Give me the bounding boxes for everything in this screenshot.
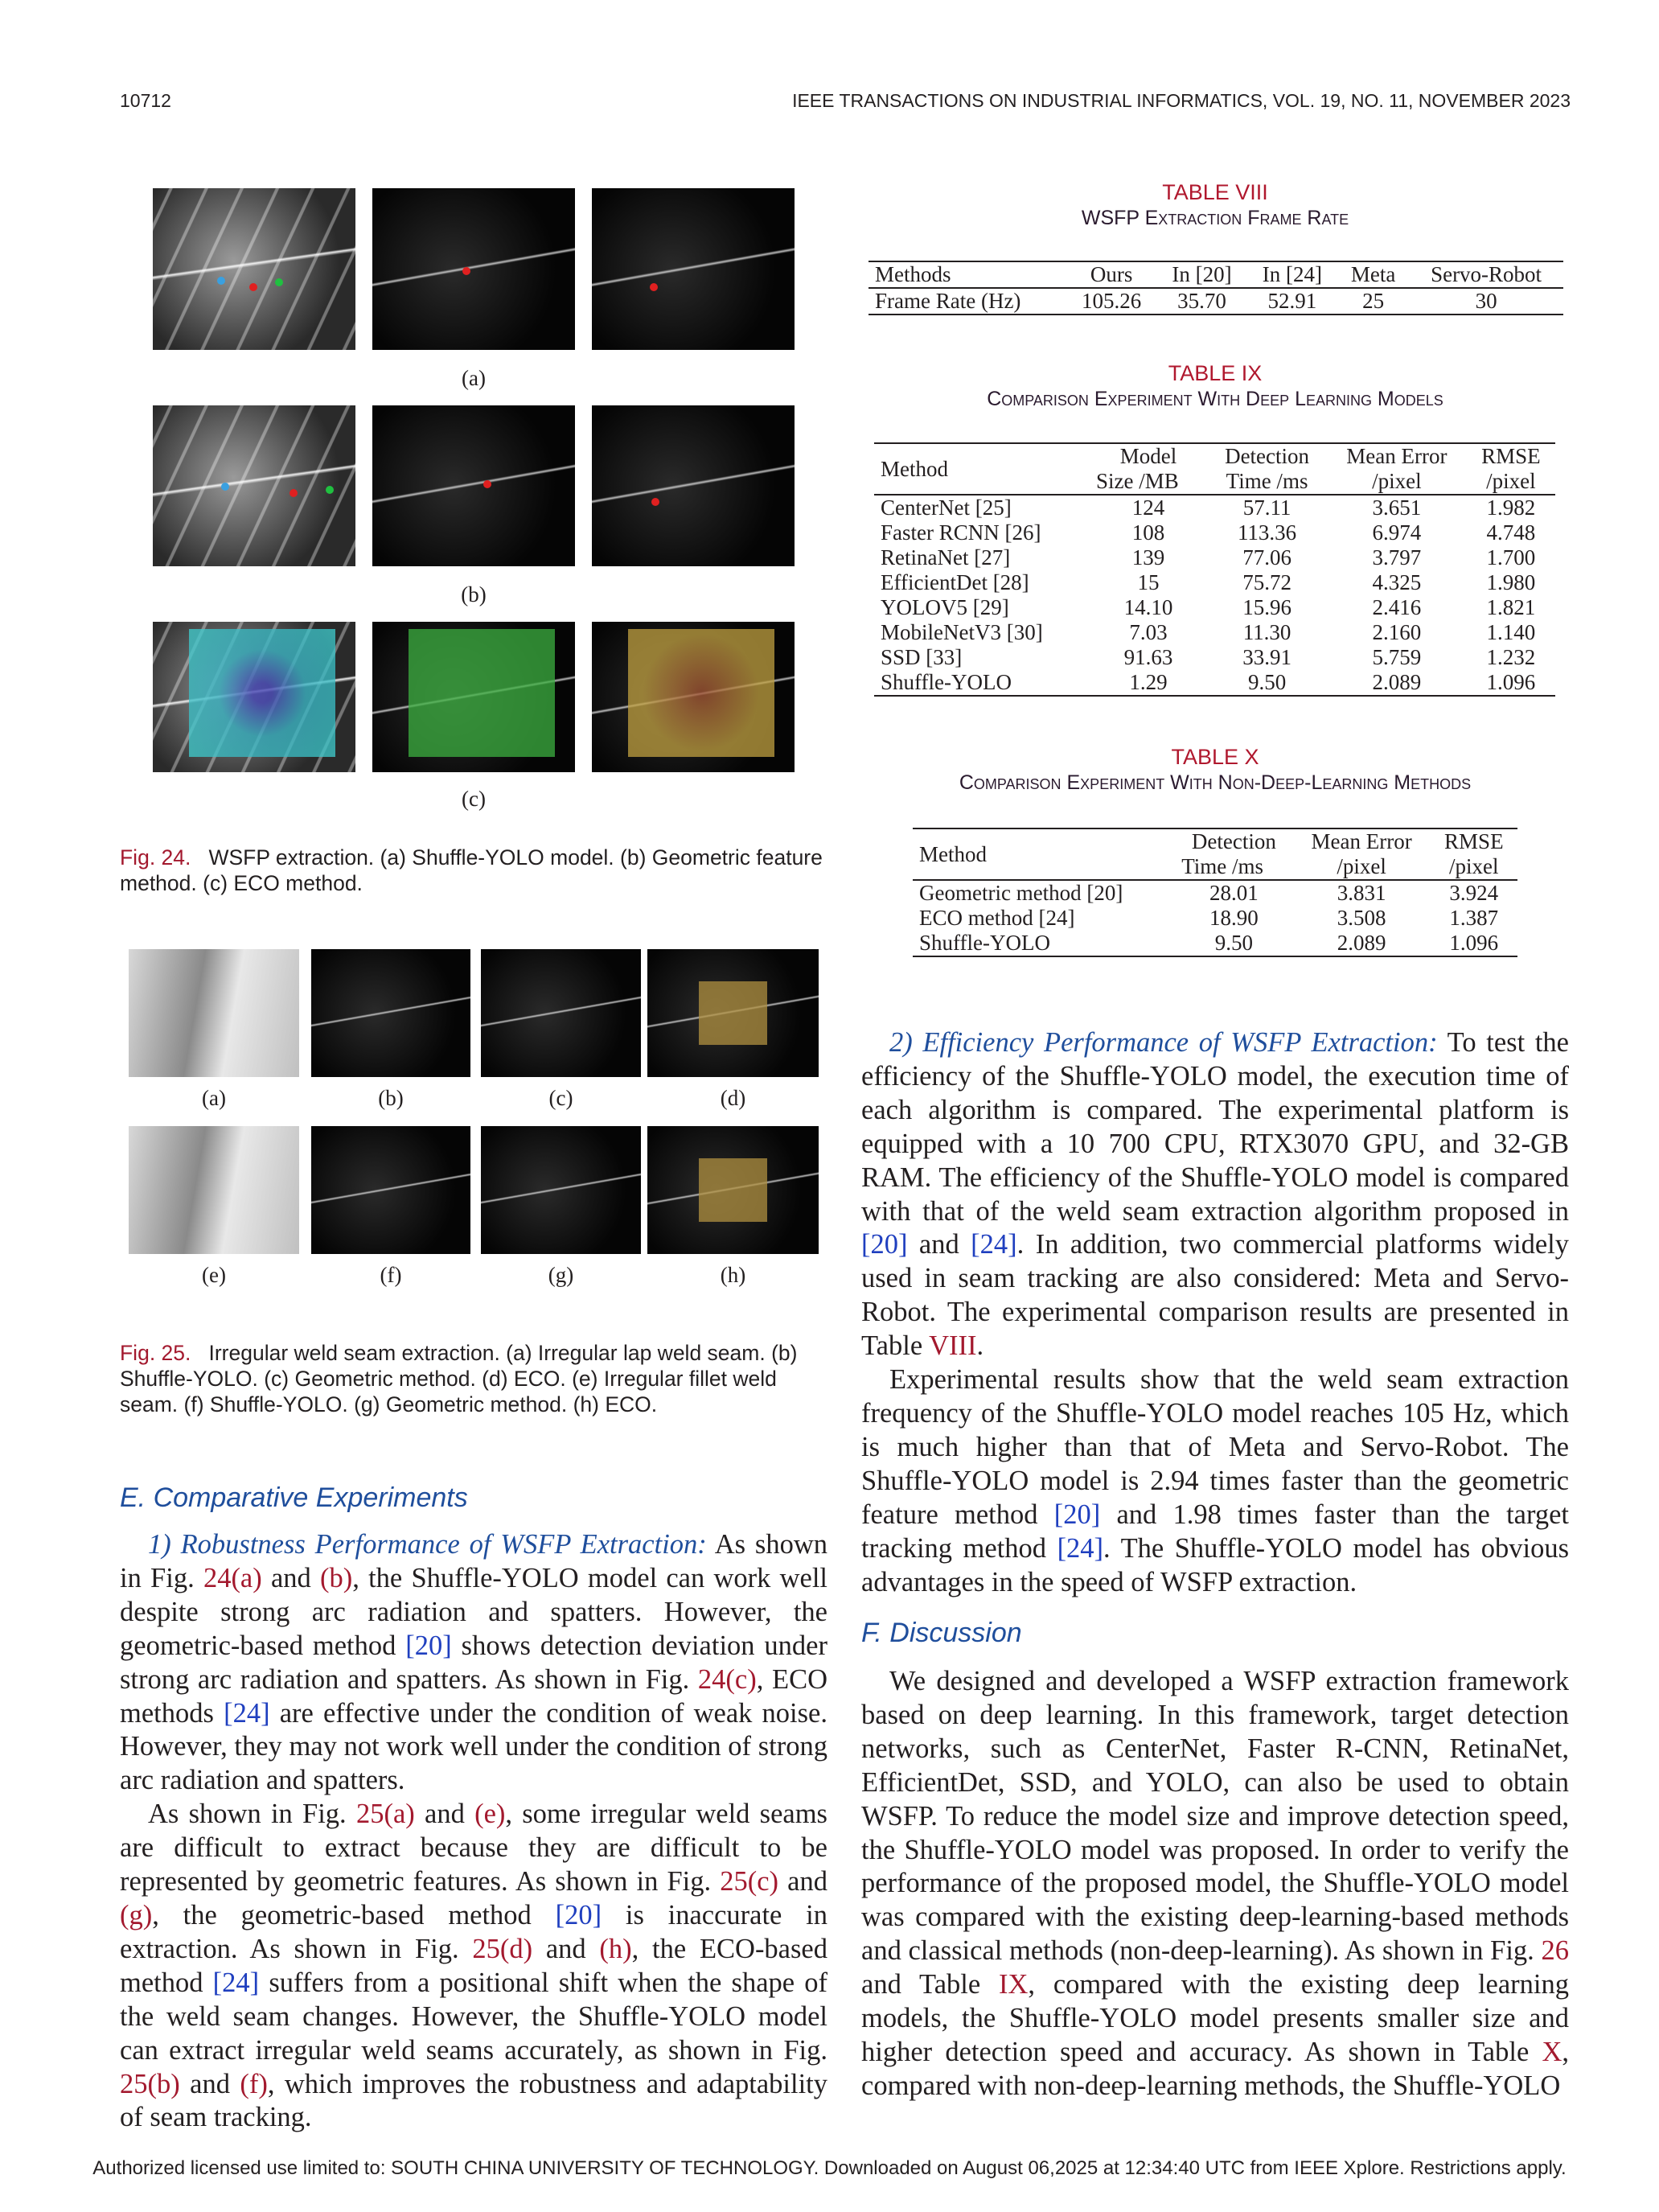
column-header: Meta: [1350, 262, 1396, 286]
text-run: and: [414, 1799, 475, 1830]
table-cell: 14.10: [1123, 595, 1173, 619]
table-row: [869, 288, 1563, 315]
table-row: [913, 906, 1517, 931]
table-cell: 1.700: [1486, 545, 1536, 569]
fig25-sublabel: (d): [720, 1086, 746, 1110]
fig24-image-c3: [592, 622, 795, 772]
fig24-image-c2: [372, 622, 575, 772]
cross-reference-link[interactable]: (b): [320, 1562, 353, 1593]
text-run: . In addition, two commercial platforms widely used in seam tracking are also considered: Meta and Servo-Robot. The experimental comparison results are presented in Table: [861, 1229, 1569, 1362]
table-cell: 75.72: [1242, 570, 1291, 594]
fig24-image-a1: [153, 188, 355, 350]
text-run: As shown in Fig.: [148, 1799, 356, 1830]
text-run: Experimental results show that the weld seam extraction frequency of the Shuffle-YOLO model reaches 105 Hz, which is much higher than that of Meta and Servo-Robot. The Shuffle-YOLO model is 2.94 times faster than the geometric feature method: [861, 1364, 1569, 1530]
table-cell: CenterNet [25]: [881, 495, 1012, 520]
table-cell: Faster RCNN [26]: [881, 520, 1041, 545]
cross-reference-link[interactable]: X: [1542, 2036, 1562, 2067]
table-cell: 33.91: [1242, 645, 1291, 669]
table-row: [874, 495, 1555, 520]
text-run: .: [976, 1330, 984, 1362]
citation-link[interactable]: [24]: [224, 1697, 270, 1729]
table-cell: 18.90: [1209, 906, 1259, 930]
citation-link[interactable]: [24]: [971, 1229, 1017, 1260]
column-header: RMSE: [1444, 829, 1504, 853]
table-cell: 1.980: [1486, 570, 1536, 594]
table-ix-label: TABLE IX: [1168, 361, 1263, 385]
paragraph: [861, 1026, 1569, 1363]
text-run: , ECO methods: [120, 1663, 828, 1729]
table-cell: Frame Rate (Hz): [875, 289, 1021, 313]
fig24-caption: [120, 845, 827, 896]
cross-reference-link[interactable]: IX: [999, 1969, 1029, 2000]
fig24-sublabel: (a): [462, 366, 486, 390]
text-run: and 1.98 times faster than the target tracking method: [861, 1499, 1570, 1564]
table-cell: 3.924: [1449, 881, 1499, 905]
text-run: and: [532, 1933, 600, 1964]
text-run: , the ECO-based method: [120, 1933, 827, 1998]
fig25-image-e: [129, 1126, 299, 1254]
table-row: [874, 595, 1555, 620]
table-x: [913, 828, 1517, 957]
paragraph: [861, 1665, 1569, 2103]
section-heading-f: F. Discussion: [861, 1618, 1022, 1648]
text-run: We designed and developed a WSFP extraction framework based on deep learning. In this framework, target detection networks, such as CenterNet, Faster R-CNN, RetinaNet, EfficientDet, SSD, and YOLO, can also be used to obtain WSFP. To reduce the model size and improve detection speed, the Shuffle-YOLO model was proposed. In order to verify the performance of the proposed model, the Shuffle-YOLO model was compared with the existing deep-learning-based methods and classical methods (non-deep-learning). As shown in Fig.: [861, 1666, 1569, 1967]
fig25-image-h: [647, 1126, 819, 1254]
table-header-row: [869, 261, 1563, 288]
table-cell: Geometric method [20]: [919, 881, 1123, 905]
text-run: . The Shuffle-YOLO model has obvious advantages in the speed of WSFP extraction.: [861, 1532, 1569, 1597]
fig25-caption: [120, 1340, 827, 1417]
efficiency-body: [861, 1026, 1569, 1599]
table-cell: 4.325: [1372, 570, 1422, 594]
citation-link[interactable]: [20]: [405, 1630, 452, 1661]
table-cell: 1.821: [1486, 595, 1536, 619]
subsection-heading: 1) Robustness Performance of WSFP Extraction:: [148, 1529, 707, 1560]
fig24-image-c1: [153, 622, 355, 772]
text-run: shows detection deviation under strong arc radiation and spatters. As shown in Fig.: [120, 1630, 827, 1695]
paragraph: [120, 1798, 827, 2135]
section-heading-e: E. Comparative Experiments: [120, 1482, 468, 1513]
table-viii-label: TABLE VIII: [1162, 180, 1268, 204]
text-run: , the Shuffle-YOLO model can work well despite strong arc radiation and spatters. However, the geometric-based method: [120, 1562, 827, 1661]
text-run: is inaccurate in extraction. As shown in Fig.: [120, 1899, 827, 1964]
table-cell: 15: [1137, 570, 1160, 594]
fig24-image-b3: [592, 405, 795, 566]
table-row: [874, 645, 1555, 670]
text-run: , compared with non-deep-learning methods, the Shuffle-YOLO: [861, 2036, 1569, 2101]
table-x-title: Comparison Experiment With Non-Deep-Learning Methods: [959, 771, 1472, 794]
fig24-image-a2: [372, 188, 575, 350]
table-cell: 9.50: [1214, 931, 1254, 955]
fig24-caption-text: WSFP extraction. (a) Shuffle-YOLO model. (b) Geometric feature method. (c) ECO method.: [120, 845, 823, 895]
table-cell: 11.30: [1242, 620, 1291, 644]
column-header: Servo-Robot: [1431, 262, 1542, 286]
fig25-caption-text: Irregular weld seam extraction. (a) Irregular lap weld seam. (b) Shuffle-YOLO. (c) Geometric method. (d) ECO. (e) Irregular fillet weld seam. (f) Shuffle-YOLO. (g) Geometric method. (h) ECO.: [120, 1341, 798, 1416]
column-header: Size /MB: [1095, 469, 1179, 493]
table-row: [874, 570, 1555, 595]
cross-reference-link[interactable]: (h): [599, 1933, 632, 1964]
column-header: Time /ms: [1181, 854, 1263, 878]
fig25-sublabel: (g): [548, 1263, 574, 1287]
text-run: , the geometric-based method: [152, 1899, 556, 1930]
table-cell: MobileNetV3 [30]: [881, 620, 1043, 644]
fig25-sublabel: (h): [720, 1263, 746, 1287]
fig25-image-d: [647, 949, 819, 1077]
column-header: Mean Error: [1346, 444, 1448, 468]
table-cell: 2.089: [1372, 670, 1422, 694]
table-x-label: TABLE X: [1171, 745, 1259, 769]
text-run: , compared with the existing deep learning models, the Shuffle-YOLO model presents smaller size and higher detection speed and accuracy. As shown in Table: [861, 1969, 1569, 2067]
table-cell: 5.759: [1372, 645, 1422, 669]
fig25-sublabel: (b): [378, 1086, 404, 1110]
running-header: IEEE TRANSACTIONS ON INDUSTRIAL INFORMATICS, VOL. 19, NO. 11, NOVEMBER 2023: [792, 90, 1571, 111]
table-cell: EfficientDet [28]: [881, 570, 1029, 594]
fig24-image-a3: [592, 188, 795, 350]
column-header: /pixel: [1337, 854, 1386, 878]
table-cell: 1.387: [1449, 906, 1499, 930]
table-cell: 2.160: [1372, 620, 1422, 644]
table-cell: 6.974: [1372, 520, 1422, 545]
fig25-sublabel: (a): [202, 1086, 226, 1110]
table-cell: 105.26: [1081, 289, 1142, 313]
text-run: and: [907, 1229, 971, 1260]
table-cell: 1.096: [1486, 670, 1536, 694]
table-cell: 91.63: [1123, 645, 1173, 669]
table-cell: RetinaNet [27]: [881, 545, 1011, 569]
table-header-row: [874, 443, 1555, 469]
fig25-image-c: [481, 949, 641, 1077]
column-header: /pixel: [1486, 469, 1536, 493]
cross-reference-link[interactable]: (g): [120, 1899, 153, 1930]
table-cell: 2.416: [1372, 595, 1422, 619]
fig25-sublabel: (f): [380, 1263, 402, 1287]
table-cell: 113.36: [1237, 520, 1297, 545]
table-cell: 28.01: [1209, 881, 1259, 905]
fig25-image-a: [129, 949, 299, 1077]
fig25-caption-label: Fig. 25.: [120, 1341, 191, 1365]
table-cell: 57.11: [1242, 495, 1291, 520]
table-cell: 9.50: [1247, 670, 1287, 694]
table-cell: 1.140: [1486, 620, 1536, 644]
paragraph: [120, 1528, 827, 1798]
table-cell: 7.03: [1129, 620, 1168, 644]
table-viii-title: WSFP Extraction Frame Rate: [1081, 207, 1349, 229]
table-cell: 30: [1475, 289, 1497, 313]
text-run: and: [778, 1866, 827, 1897]
table-cell: 1.096: [1449, 931, 1499, 955]
cross-reference-link[interactable]: VIII: [929, 1330, 977, 1362]
table-ix-title: Comparison Experiment With Deep Learning Models: [987, 388, 1443, 410]
citation-link[interactable]: [20]: [555, 1899, 602, 1930]
citation-link[interactable]: [24]: [212, 1967, 260, 1998]
table-row: [874, 670, 1555, 696]
table-cell: 108: [1131, 520, 1165, 545]
table-cell: 3.651: [1372, 495, 1422, 520]
column-header: In [24]: [1262, 262, 1323, 286]
column-header: /pixel: [1449, 854, 1499, 878]
paragraph: [861, 1363, 1569, 1599]
text-run: and: [261, 1562, 320, 1593]
column-header: Ours: [1090, 262, 1133, 286]
text-run: As shown in Fig.: [120, 1529, 827, 1593]
column-header: Detection: [1191, 829, 1276, 853]
fig24-sublabel: (b): [461, 582, 487, 606]
table-cell: 25: [1362, 289, 1385, 313]
page-number: 10712: [120, 90, 171, 111]
cross-reference-link[interactable]: 25(c): [720, 1866, 779, 1897]
table-cell: 3.797: [1372, 545, 1422, 569]
cross-reference-link[interactable]: (f): [240, 2068, 268, 2099]
fig25-image-f: [311, 1126, 470, 1254]
text-run: , some irregular weld seams are difficult to extract because they are difficult to be represented by geometric features. As shown in Fig.: [120, 1799, 827, 1897]
table-cell: 15.96: [1242, 595, 1291, 619]
table-row: [874, 545, 1555, 570]
table-cell: Shuffle-YOLO: [919, 931, 1050, 955]
fig25-sublabel: (c): [548, 1086, 573, 1110]
table-cell: 4.748: [1486, 520, 1536, 545]
table-row: [913, 931, 1517, 956]
fig24-sublabel: (c): [462, 787, 486, 811]
text-run: and Table: [861, 1969, 999, 2000]
table-cell: SSD [33]: [881, 645, 963, 669]
table-cell: 1.982: [1486, 495, 1536, 520]
column-header: Method: [881, 456, 948, 481]
citation-link[interactable]: [20]: [1053, 1499, 1101, 1530]
table-cell: 35.70: [1177, 289, 1226, 313]
cross-reference-link[interactable]: 25(d): [472, 1933, 533, 1964]
column-header: Model: [1119, 444, 1177, 468]
fig25-image-b: [311, 949, 470, 1077]
text-run: , which improves the robustness and adaptability of seam tracking.: [120, 2068, 827, 2133]
citation-link[interactable]: [24]: [1057, 1532, 1104, 1564]
citation-link[interactable]: [20]: [861, 1229, 908, 1260]
table-cell: YOLOV5 [29]: [881, 595, 1009, 619]
cross-reference-link[interactable]: 25(a): [355, 1799, 415, 1830]
section-f-body: [861, 1665, 1569, 2103]
table-cell: 3.508: [1337, 906, 1386, 930]
column-header: Methods: [875, 262, 951, 286]
table-cell: ECO method [24]: [919, 906, 1075, 930]
column-header: Time /ms: [1226, 469, 1308, 493]
text-run: suffers from a positional shift when the shape of the weld seam changes. However, the Shuffle-YOLO model can extract irregular weld seams accurately, as shown in Fig.: [120, 1967, 828, 2066]
subsection-heading: 2) Efficiency Performance of WSFP Extraction:: [889, 1027, 1438, 1058]
cross-reference-link[interactable]: 25(b): [120, 2068, 180, 2099]
license-footer: Authorized licensed use limited to: SOUTH CHINA UNIVERSITY OF TECHNOLOGY. Downloaded on August 06,2025 at 12:34:40 UTC from IEEE Xplore. Restrictions apply.: [92, 2157, 1567, 2179]
table-row: [913, 880, 1517, 906]
table-cell: 139: [1131, 545, 1165, 569]
column-header: Mean Error: [1311, 829, 1412, 853]
fig24-caption-label: Fig. 24.: [120, 845, 191, 870]
column-header: Detection: [1225, 444, 1310, 468]
section-e-body: [120, 1528, 827, 2135]
table-header-row: [913, 828, 1517, 854]
fig24-image-b2: [372, 405, 575, 566]
table-cell: 2.089: [1337, 931, 1386, 955]
table-cell: 52.91: [1267, 289, 1317, 313]
table-cell: 1.232: [1486, 645, 1536, 669]
table-cell: 1.29: [1129, 670, 1168, 694]
eco-overlay: [699, 1158, 767, 1223]
fig25-image-g: [481, 1126, 641, 1254]
text-run: are effective under the condition of weak noise. However, they may not work well under the condition of strong arc radiation and spatters.: [120, 1697, 827, 1796]
cross-reference-link[interactable]: 26: [1541, 1935, 1569, 1967]
table-cell: 124: [1131, 495, 1165, 520]
column-header: /pixel: [1372, 469, 1422, 493]
text-run: To test the efficiency of the Shuffle-YOLO model, the execution time of each algorithm is compared. The experimental platform is equipped with a 10 700 CPU, RTX3070 GPU, and 32-GB RAM. The efficiency of the Shuffle-YOLO model is compared with that of the weld seam extraction algorithm proposed in: [861, 1027, 1569, 1227]
fig24-image-b1: [153, 405, 355, 566]
table-viii: [869, 261, 1563, 315]
table-row: [874, 620, 1555, 645]
fig25-sublabel: (e): [202, 1263, 226, 1287]
table-row: [874, 520, 1555, 545]
table-cell: 3.831: [1337, 881, 1386, 905]
column-header: Method: [919, 841, 987, 866]
table-cell: 77.06: [1242, 545, 1291, 569]
text-run: and: [179, 2068, 240, 2099]
column-header: In [20]: [1172, 262, 1232, 286]
cross-reference-link[interactable]: 24(a): [203, 1562, 262, 1593]
cross-reference-link[interactable]: 24(c): [697, 1663, 757, 1695]
eco-overlay: [699, 981, 767, 1046]
column-header: RMSE: [1481, 444, 1541, 468]
cross-reference-link[interactable]: (e): [474, 1799, 506, 1830]
table-ix: [874, 442, 1555, 697]
table-cell: Shuffle-YOLO: [881, 670, 1012, 694]
